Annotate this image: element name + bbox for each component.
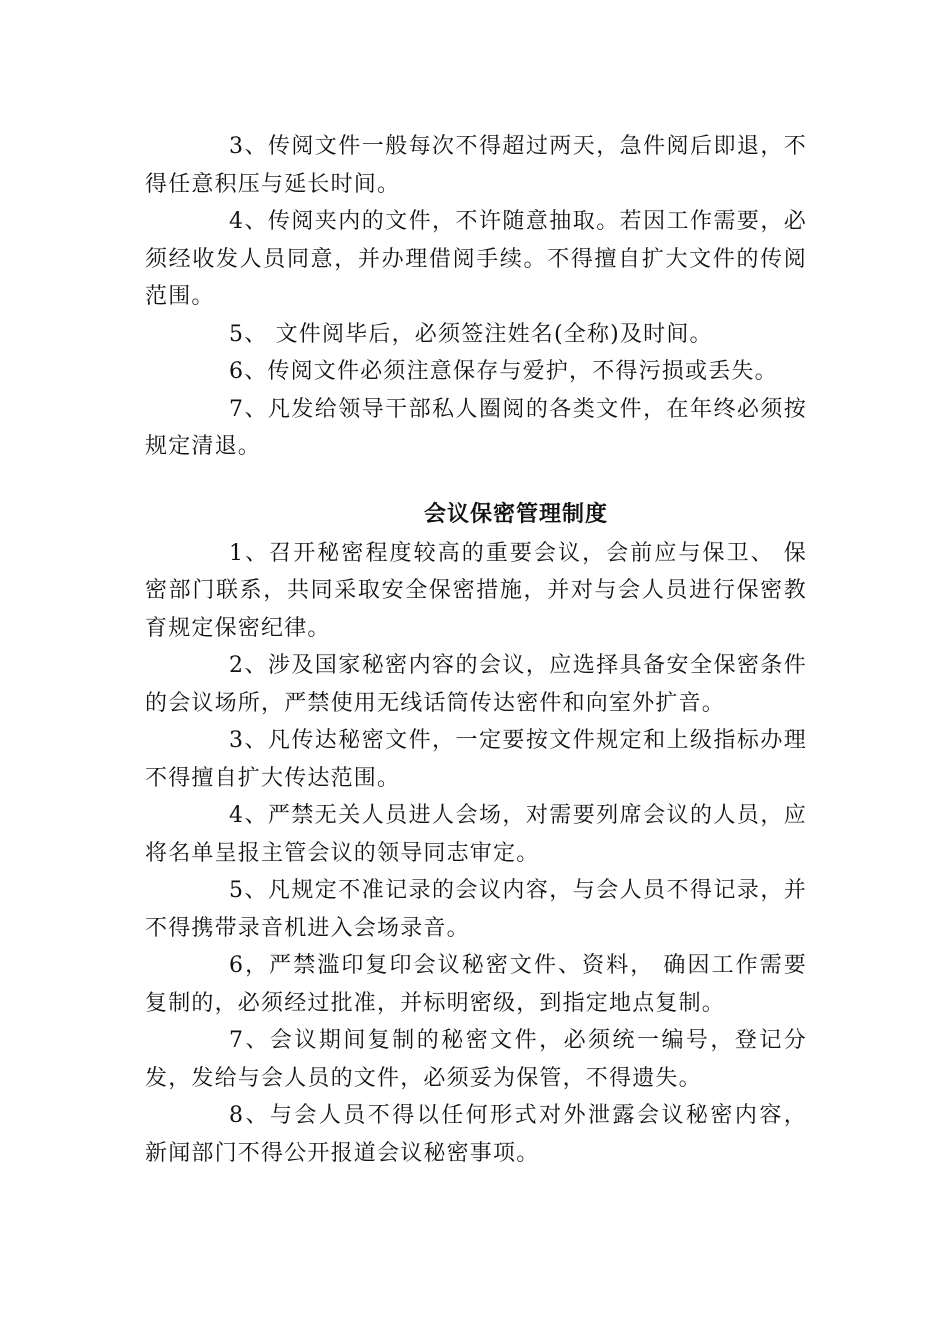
rule-item-2: 2、涉及国家秘密内容的会议，应选择具备安全保密条件的会议场所，严禁使用无线话筒传达密件和向室外扩音。 [145, 653, 807, 716]
rule-item-1: 1、召开秘密程度较高的重要会议，会前应与保卫、 保密部门联系，共同采取安全保密措施，并对与会人员进行保密教育规定保密纪律。 [145, 540, 807, 641]
rule-item-8: 8、与会人员不得以任何形式对外泄露会议秘密内容， 新闻部门不得公开报道会议秘密事项。 [145, 1103, 807, 1166]
rule-item-5: 5、凡规定不准记录的会议内容，与会人员不得记录，并不得携带录音机进入会场录音。 [145, 878, 807, 941]
rule-item-6: 6，严禁滥印复印会议秘密文件、资料， 确因工作需要复制的，必须经过批准，并标明密级，到指定地点复制。 [145, 953, 807, 1016]
paragraph-item-4: 4、传阅夹内的文件，不许随意抽取。若因工作需要，必须经收发人员同意，并办理借阅手续。不得擅自扩大文件的传阅范围。 [145, 209, 807, 309]
section-title: 会议保密管理制度 [423, 501, 608, 527]
document-body [145, 128, 807, 1172]
rule-item-7: 7、会议期间复制的秘密文件，必须统一编号，登记分发，发给与会人员的文件，必须妥为保管，不得遗失。 [145, 1028, 807, 1091]
paragraph-item-6: 6、传阅文件必须注意保存与爱护，不得污损或丢失。 [229, 359, 778, 384]
paragraph-item-5: 5、 文件阅毕后，必须签注姓名(全称)及时间。 [229, 321, 713, 347]
rule-item-4: 4、严禁无关人员进人会场，对需要列席会议的人员，应将名单呈报主管会议的领导同志审定。 [145, 803, 807, 866]
rule-item-3: 3、凡传达秘密文件，一定要按文件规定和上级指标办理不得擅自扩大传达范围。 [145, 728, 807, 791]
paragraph-item-3: 3、传阅文件一般每次不得超过两天，急件阅后即退，不得任意积压与延长时间。 [145, 134, 807, 197]
paragraph-item-7: 7、凡发给领导干部私人圈阅的各类文件，在年终必须按规定清退。 [145, 396, 807, 459]
